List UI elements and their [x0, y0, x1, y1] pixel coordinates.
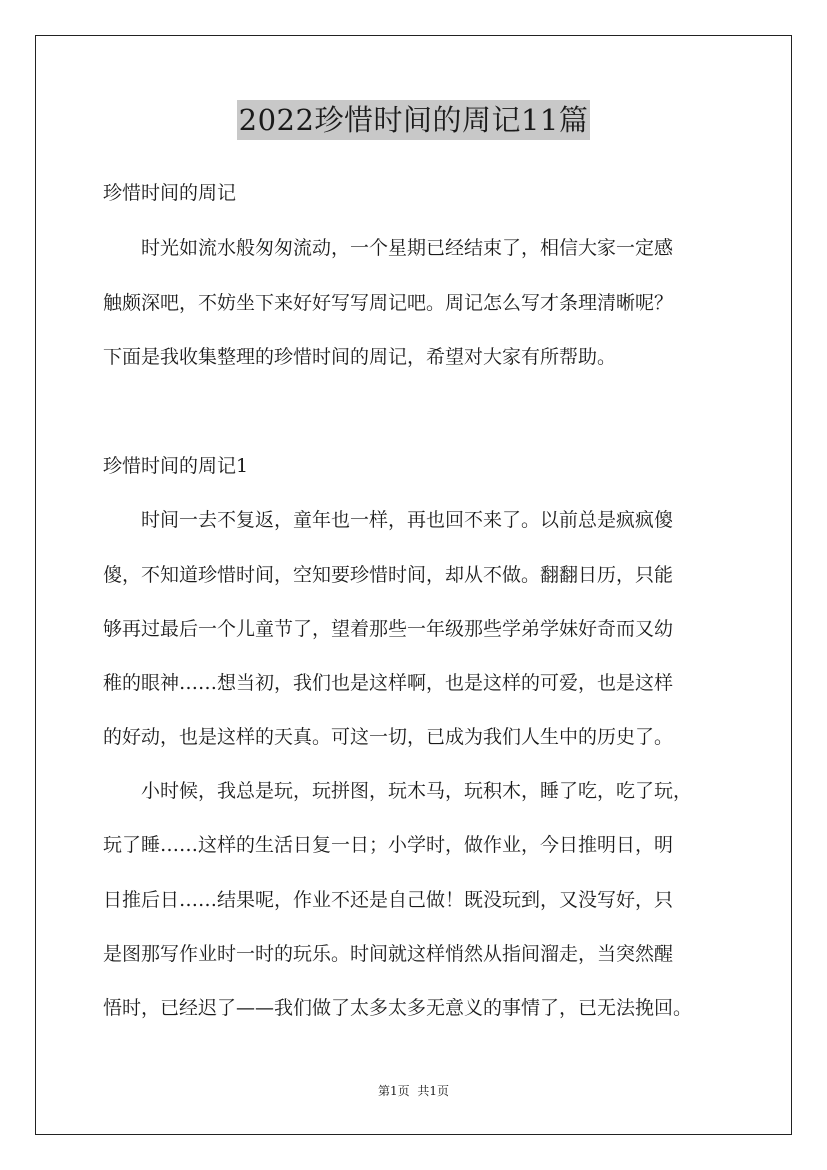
section1-line: 时间一去不复返，童年也一样，再也回不来了。以前总是疯疯傻: [103, 509, 674, 531]
section1-line: 稚的眼神……想当初，我们也是这样啊，也是这样的可爱，也是这样: [103, 672, 674, 694]
section1-line: 玩了睡……这样的生活日复一日；小学时，做作业，今日推明日，明: [103, 834, 674, 856]
page-number-total: 共1页: [417, 1084, 450, 1098]
intro-line: 时光如流水般匆匆流动，一个星期已经结束了，相信大家一定感: [103, 237, 674, 259]
intro-heading: 珍惜时间的周记: [103, 182, 237, 204]
section1-line: 是图那写作业时一时的玩乐。时间就这样悄然从指间溜走，当突然醒: [103, 943, 674, 965]
section1-line: 小时候，我总是玩，玩拼图，玩木马，玩积木，睡了吃，吃了玩，: [103, 780, 693, 802]
intro-line: 触颇深吧，不妨坐下来好好写写周记吧。周记怎么写才条理清晰呢？: [103, 292, 674, 314]
page-number-current: 第1页: [377, 1084, 410, 1098]
section1-line: 的好动，也是这样的天真。可这一切，已成为我们人生中的历史了。: [103, 726, 674, 748]
section1-line: 傻，不知道珍惜时间，空知要珍惜时间，却从不做。翻翻日历，只能: [103, 564, 674, 586]
page-footer: [0, 1083, 827, 1099]
title-container: [0, 100, 827, 140]
section1-line: 日推后日……结果呢，作业不还是自己做！既没玩到，又没写好，只: [103, 889, 674, 911]
section1-line: 悟时，已经迟了——我们做了太多太多无意义的事情了，已无法挽回。: [103, 997, 693, 1019]
section1-heading: 珍惜时间的周记1: [103, 455, 249, 477]
section1-line: 够再过最后一个儿童节了，望着那些一年级那些学弟学妹好奇而又幼: [103, 618, 674, 640]
document-title: 2022珍惜时间的周记11篇: [237, 100, 591, 140]
intro-line: 下面是我收集整理的珍惜时间的周记，希望对大家有所帮助。: [103, 346, 617, 368]
